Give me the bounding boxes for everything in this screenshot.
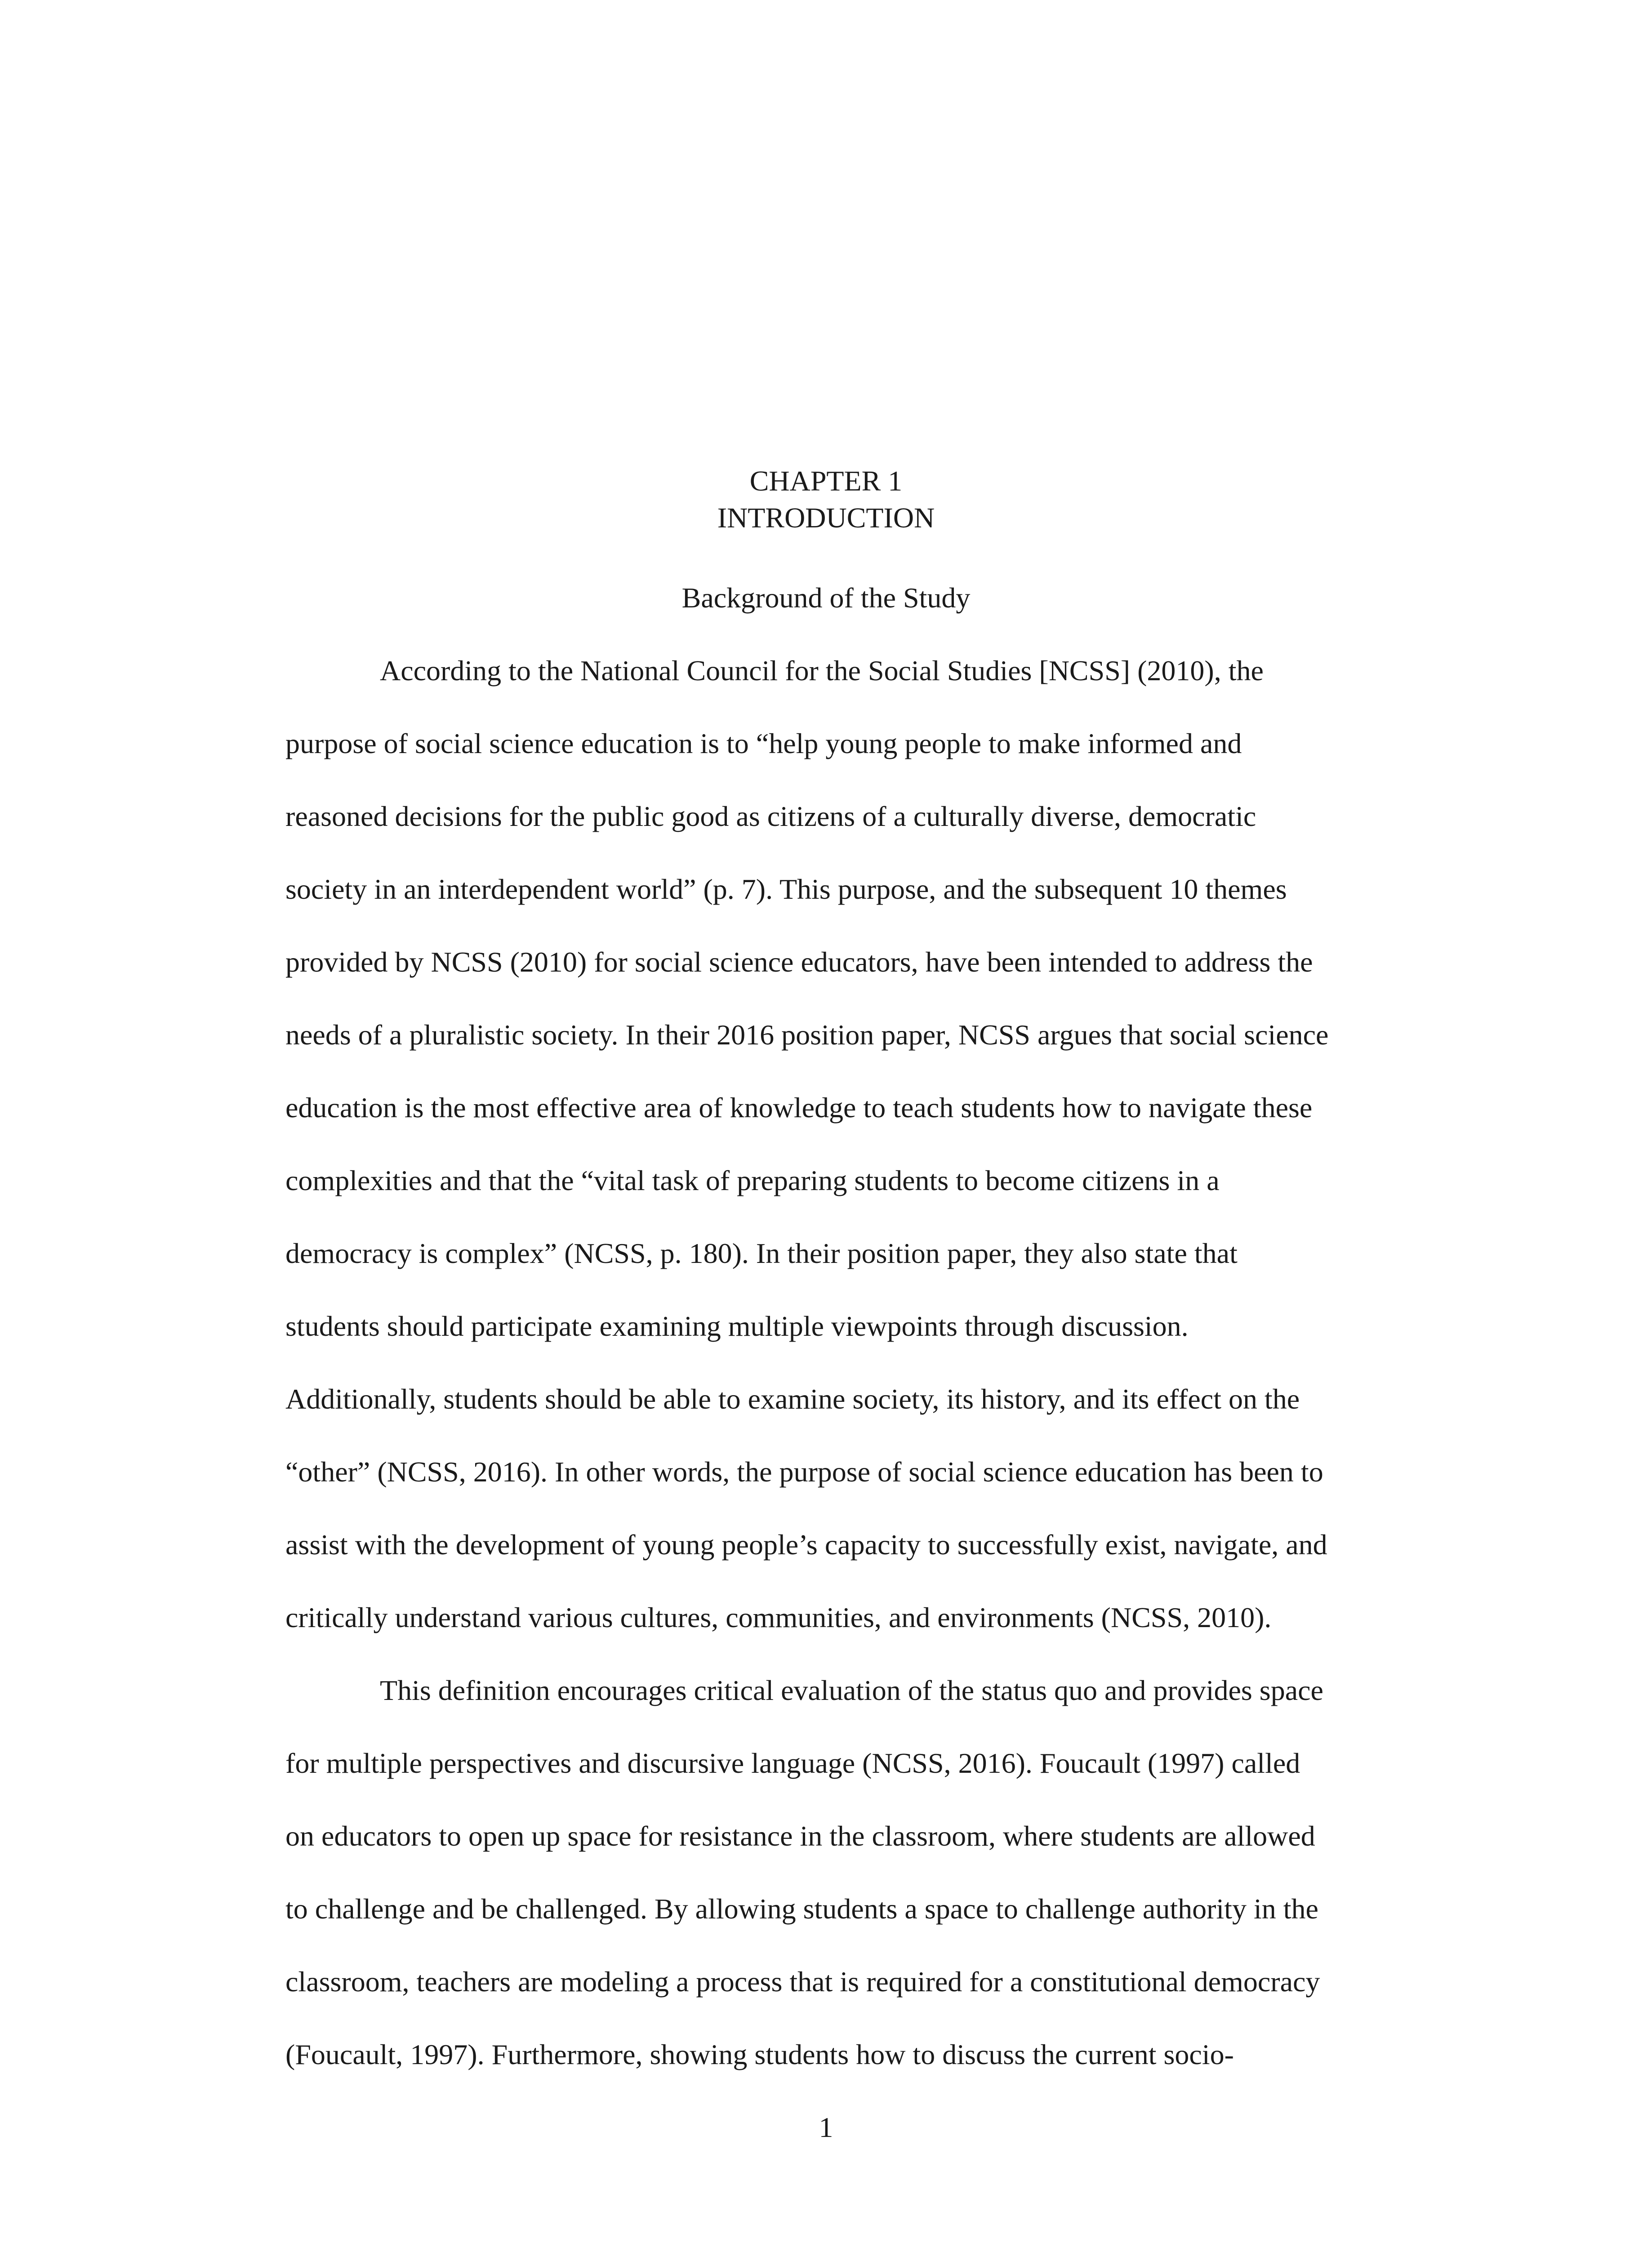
paragraph-line: students should participate examining multiple viewpoints through discussion.: [285, 1310, 1189, 1342]
paragraph-line: (Foucault, 1997). Furthermore, showing students how to discuss the current socio-: [285, 2038, 1234, 2070]
paragraph-line: education is the most effective area of knowledge to teach students how to navigate these: [285, 1092, 1313, 1124]
paragraph-line: democracy is complex” (NCSS, p. 180). In their position paper, they also state that: [285, 1237, 1238, 1269]
chapter-title: INTRODUCTION: [717, 502, 935, 534]
paragraph-line: reasoned decisions for the public good as citizens of a culturally diverse, democratic: [285, 800, 1256, 832]
paragraph-line: purpose of social science education is to “help young people to make informed and: [285, 727, 1242, 759]
chapter-number: CHAPTER 1: [749, 465, 903, 497]
paragraph-line: for multiple perspectives and discursive language (NCSS, 2016). Foucault (1997) called: [285, 1747, 1300, 1779]
section-heading: Background of the Study: [681, 582, 971, 614]
paragraph-line: to challenge and be challenged. By allowing students a space to challenge authority in the: [285, 1893, 1318, 1925]
page-number: 1: [819, 2111, 833, 2143]
paragraph-line: provided by NCSS (2010) for social science educators, have been intended to address the: [285, 946, 1313, 978]
paragraph-line: complexities and that the “vital task of preparing students to become citizens in a: [285, 1164, 1220, 1196]
paragraph-line: Additionally, students should be able to examine society, its history, and its effect on the: [285, 1383, 1300, 1415]
paragraph-line: society in an interdependent world” (p. 7). This purpose, and the subsequent 10 themes: [285, 873, 1287, 905]
paragraph-line: classroom, teachers are modeling a process that is required for a constitutional democracy: [285, 1966, 1320, 1998]
paragraph-line: assist with the development of young people’s capacity to successfully exist, navigate, and: [285, 1529, 1327, 1561]
paragraph-line: on educators to open up space for resistance in the classroom, where students are allowed: [285, 1820, 1315, 1852]
paragraph-line: According to the National Council for the Social Studies [NCSS] (2010), the: [380, 655, 1264, 687]
paragraph-line: “other” (NCSS, 2016). In other words, the purpose of social science education has been to: [285, 1456, 1323, 1488]
paragraph-line: This definition encourages critical evaluation of the status quo and provides space: [380, 1674, 1323, 1706]
paragraph-line: critically understand various cultures, communities, and environments (NCSS, 2010).: [285, 1601, 1272, 1633]
paragraph-line: needs of a pluralistic society. In their 2016 position paper, NCSS argues that social science: [285, 1019, 1329, 1051]
